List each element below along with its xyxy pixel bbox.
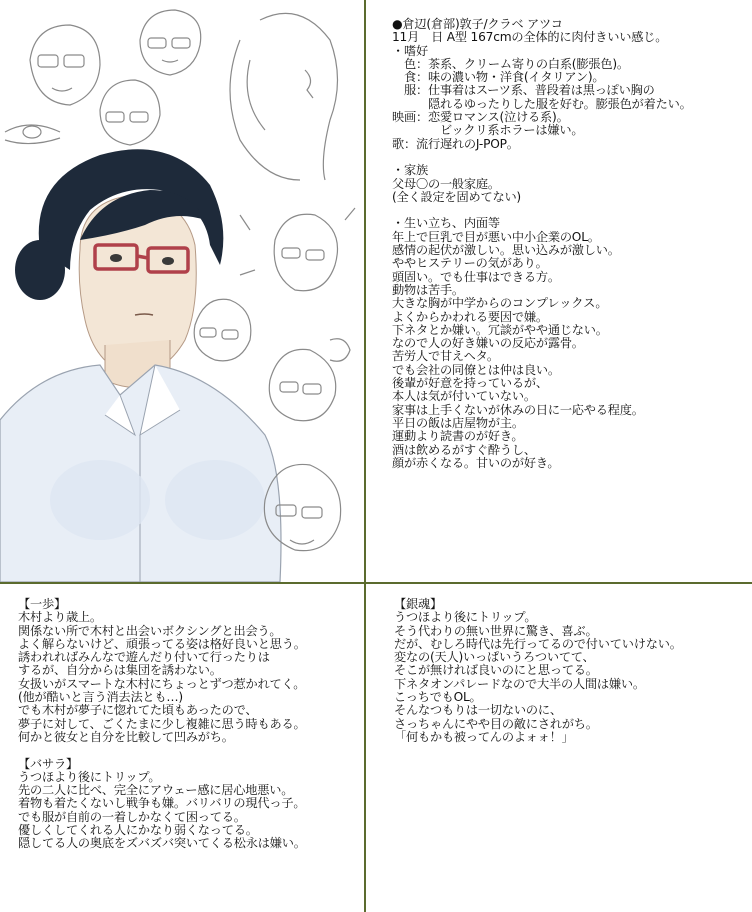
sketch-drawing [0,0,364,582]
text-line: 何かと彼女と自分を比較して凹みがち。 [18,729,234,744]
text-line: 頭固い。でも仕事はできる方。 [392,269,560,284]
profile-text [392,18,744,470]
text-line: そんなつもりは一切ないのに、 [394,703,562,718]
text-line: よくからかわれる要因で嫌。 [392,309,548,324]
text-line: 家事は上手くないが休みの日に一応やる程度。 [392,402,644,417]
text-line: 隠してる人の奥底をズバズバ突いてくる松永は嫌い。 [18,836,306,851]
text-line: 歌：流行遅れのJ-POP。 [392,136,519,151]
text-line: 関係ない所で木村と出会いボクシングと出会う。 [18,623,282,638]
text-line: ・嗜好 [392,43,428,58]
text-line: 先の二人に比べ、完全にアウェー感に居心地悪い。 [18,783,294,798]
text-line: 動物は苦手。 [392,282,464,297]
text-line: するが、自分からは集団を誘わない。 [18,663,222,678]
text-line: 映画：恋愛ロマンス(泣ける系)。 [392,110,569,125]
vertical-divider [364,0,366,912]
text-line: 感情の起伏が激しい。思い込みが激しい。 [392,243,620,258]
text-line: (全く設定を固めてない) [392,189,521,204]
gintama-text [394,598,744,744]
text-line: 苦労人で甘えヘタ。 [392,349,499,364]
text-line: うつほより後にトリップ。 [394,610,537,625]
text-line: ●倉辺(倉部)敦子/クラベ アツコ [392,17,563,31]
character-illustration [0,0,364,582]
text-line [392,151,744,164]
text-line: 運動より読書のが好き。 [392,429,524,444]
text-line: 本人は気が付いていない。 [392,389,536,404]
text-line: 大きな胸が中学からのコンプレックス。 [392,296,608,311]
ippo-basara-text [18,598,358,851]
text-line: ややヒステリーの気があり。 [392,256,548,271]
text-line: 隠れるゆったりした服を好む。膨張色が着たい。 [392,96,692,111]
text-line: さっちゃんにやや目の敵にされがち。 [394,716,598,731]
text-line: 【銀魂】 [394,597,442,611]
text-line: 優しくしてくれる人にかなり弱くなってる。 [18,823,258,838]
text-line: 【バサラ】 [18,756,78,771]
text-line: 食：味の濃い物・洋食(イタリアン)。 [392,70,605,85]
text-line: ・生い立ち、内面等 [392,216,500,231]
text-line: (他が酷いと言う消去法とも…) [18,690,183,705]
text-line: そこが無ければ良いのにと思ってる。 [394,663,598,678]
text-line: 誘われればみんなで遊んだり付いて行ったりは [18,650,270,665]
text-line [18,744,358,757]
text-line: 平日の飯は店屋物が主。 [392,415,524,430]
text-line: 服：仕事着はスーツ系、普段着は黒っぽい胸の [392,83,655,98]
text-line: でも会社の同僚とは仲は良い。 [392,362,560,377]
text-line: 女扱いがスマートな木村にちょっとずつ惹かれてく。 [18,676,306,691]
text-line: 下ネタオンパレードなので大半の人間は嫌い。 [394,676,645,691]
text-line: ビックリ系ホラーは嫌い。 [392,123,584,138]
text-line: うつほより後にトリップ。 [18,769,161,784]
horizontal-divider [0,582,752,584]
text-line: 着物も着たくないし戦争も嫌。バリバリの現代っ子。 [18,796,306,811]
text-line: 顔が赤くなる。甘いのが好き。 [392,455,560,470]
text-line: でも木村が夢子に惚れてた頃もあったので、 [18,703,258,718]
text-line: 下ネタとか嫌い。冗談がやや通じない。 [392,322,608,337]
text-line: なので人の好き嫌いの反応が露骨。 [392,336,584,351]
text-line: 変なの(天人)いっぱいうろついてて、 [394,650,595,665]
text-line: ・家族 [392,163,428,178]
text-line: こっちでもOL。 [394,690,482,705]
text-line: 「何もかも被ってんのよォォ！」 [394,729,574,744]
text-line: 酒は飲めるがすぐ酔うし、 [392,442,536,457]
text-line: そう代わりの無い世界に驚き、喜ぶ。 [394,623,598,638]
text-line: だが、むしろ時代は先行ってるので付いていけない。 [394,636,682,651]
text-line: 夢子に対して、ごくたまに少し複雑に思う時もある。 [18,716,306,731]
text-line: でも服が自前の一着しかなくて困ってる。 [18,809,246,824]
text-line: 父母〇の一般家庭。 [392,176,500,191]
text-line: よく解らないけど、頑張ってる姿は格好良いと思う。 [18,636,306,651]
text-line: 後輩が好意を持っているが、 [392,376,548,391]
text-line: 年上で巨乳で目が悪い中小企業のOL。 [392,229,600,244]
text-line: 11月 日 A型 167cmの全体的に肉付きいい感じ。 [392,30,668,45]
text-line: 色：茶系、クリーム寄りの白系(膨張色)。 [392,56,629,71]
text-line: 木村より歳上。 [18,610,102,625]
text-line: 【一歩】 [18,597,66,611]
